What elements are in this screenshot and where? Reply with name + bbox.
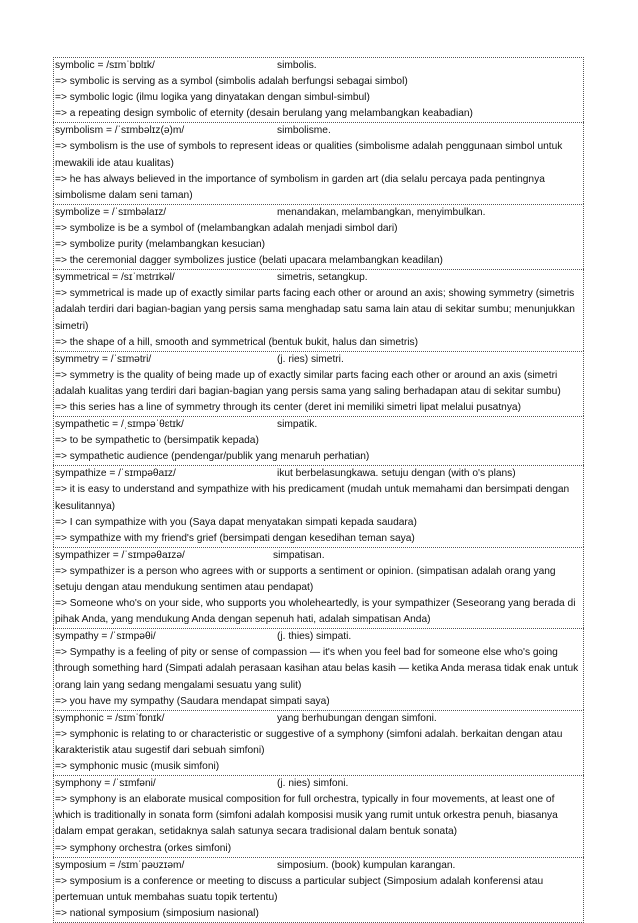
headword-pronunciation: symphonic = /sɪmˈfɒnɪk/: [55, 712, 165, 724]
dictionary-entry: [53, 775, 584, 856]
example-line: => symbolic logic (ilmu logika yang dinyatakan dengan simbul-simbul): [55, 92, 370, 104]
dictionary-entry: [53, 628, 584, 709]
entry-header: [55, 711, 581, 727]
entry-header: [55, 417, 581, 433]
entry-header: [55, 776, 581, 792]
headword-meaning: (j. ries) simetri.: [277, 353, 344, 365]
headword-pronunciation: symmetry = /ˈsɪmətri/: [55, 353, 152, 365]
entry-header: [55, 270, 581, 286]
example-line: => it is easy to understand and sympathize with his predicament (mudah untuk memahami dan bersimpati dengan kesulitannya): [55, 484, 570, 512]
entry-header: [55, 858, 581, 874]
example-line: => Someone who's on your side, who supports you wholeheartedly, is your sympathizer (Seseorang yang berada di pihak Anda, yang mendukung Anda dengan sepenuh hati, adalah simpatisan Anda): [55, 598, 576, 626]
example-line: => symbolize is be a symbol of (melambangkan adalah menjadi simbol dari): [55, 222, 398, 234]
dictionary-entry: [53, 351, 584, 416]
headword-pronunciation: sympathize = /ˈsɪmpəθaɪz/: [55, 468, 176, 480]
entry-header: [55, 123, 581, 139]
dictionary-entry: [53, 269, 584, 350]
headword-meaning: simpatisan.: [273, 549, 325, 561]
dictionary-entry: [53, 57, 584, 122]
dictionary-entry: [53, 204, 584, 269]
example-line: => symmetrical is made up of exactly similar parts facing each other or around an axis; showing symmetry (simetris adalah terdiri dari bagian-bagian yang persis sama menghadap satu sama lain atau di sekitar sumbu; menunjukkan simetri): [55, 288, 575, 332]
dictionary-entry: [53, 416, 584, 465]
headword-pronunciation: symbolize = /ˈsɪmbəlaɪz/: [55, 206, 167, 218]
headword-pronunciation: symposium = /sɪmˈpəʊzɪəm/: [55, 859, 185, 871]
example-line: => symbolize purity (melambangkan kesucian): [55, 239, 266, 251]
dictionary-entry: [53, 122, 584, 203]
headword-pronunciation: symbolism = /ˈsɪmbəlɪz(ə)m/: [55, 125, 185, 137]
example-line: => sympathetic audience (pendengar/publik yang menaruh perhatian): [55, 451, 370, 463]
example-line: => symmetry is the quality of being made up of exactly similar parts facing each other or around an axis (simetri adalah kualitas yang terdiri dari bagian-bagian yang persis sama yang saling berhadapan atau di sekitar sumbu): [55, 369, 561, 397]
headword-meaning: simbolis.: [277, 60, 317, 71]
headword-meaning: (j. nies) simfoni.: [277, 778, 349, 790]
dictionary-entry: [53, 547, 584, 628]
example-line: => the ceremonial dagger symbolizes justice (belati upacara melambangkan keadilan): [55, 255, 443, 267]
headword-meaning: ikut berbelasungkawa. setuju dengan (with o's plans): [277, 468, 516, 480]
entry-header: [55, 629, 581, 645]
dictionary-page: [53, 57, 584, 923]
headword-pronunciation: sympathizer = /ˈsɪmpəθaɪzə/: [55, 549, 185, 561]
example-line: => symbolism is the use of symbols to represent ideas or qualities (simbolisme adalah penggunaan simbol untuk mewakili ide atau kualitas): [55, 141, 563, 169]
example-line: => to be sympathetic to (bersimpatik kepada): [55, 435, 259, 447]
example-line: => symphonic music (musik simfoni): [55, 761, 220, 773]
headword-meaning: simpatik.: [277, 419, 318, 431]
example-line: => national symposium (simposium nasional): [55, 907, 259, 919]
headword-pronunciation: symmetrical = /sɪˈmɛtrɪkəl/: [55, 272, 175, 284]
headword-meaning: (j. thies) simpati.: [277, 631, 352, 643]
example-line: => Sympathy is a feeling of pity or sense of compassion — it's when you feel bad for someone else who's going through something hard (Simpati adalah perasaan kasihan atau belas kasih — ketika Anda merasa tidak enak untuk orang lain yang sedang mengalami sesuatu yang sulit): [55, 647, 579, 691]
headword-meaning: simbolisme.: [277, 125, 331, 137]
entry-header: [55, 352, 581, 368]
example-line: => he has always believed in the importance of symbolism in garden art (dia selalu percaya pada pentingnya simbolisme dalam seni taman): [55, 173, 545, 201]
headword-pronunciation: sympathy = /ˈsɪmpəθi/: [55, 631, 156, 643]
example-line: => symbolic is serving as a symbol (simbolis adalah berfungsi sebagai simbol): [55, 76, 408, 88]
headword-meaning: simetris, setangkup.: [277, 272, 368, 284]
example-line: => a repeating design symbolic of eternity (desain berulang yang melambangkan keabadian): [55, 108, 473, 120]
headword-meaning: simposium. (book) kumpulan karangan.: [277, 859, 456, 871]
dictionary-entry: [53, 465, 584, 546]
headword-meaning: menandakan, melambangkan, menyimbulkan.: [277, 206, 486, 218]
example-line: => sympathize with my friend's grief (bersimpati dengan kesedihan teman saya): [55, 532, 415, 544]
entry-header: [55, 58, 581, 74]
dictionary-entry: [53, 857, 584, 923]
example-line: => symphony is an elaborate musical composition for full orchestra, typically in four movements, at least one of which is traditionally in sonata form (simfoni adalah komposisi musik yang rumit untuk orkestra penuh, biasanya dalam empat gerakan, setidaknya salah satunya secara tradisional dalam bentuk sonata): [55, 794, 558, 838]
example-line: => you have my sympathy (Saudara mendapat simpati saya): [55, 695, 330, 707]
example-line: => symphony orchestra (orkes simfoni): [55, 842, 232, 854]
headword-meaning: yang berhubungan dengan simfoni.: [277, 712, 437, 724]
dictionary-entry: [53, 710, 584, 775]
example-line: => this series has a line of symmetry through its center (deret ini memiliki simetri lipat melalui pusatnya): [55, 401, 521, 413]
headword-pronunciation: sympathetic = /ˌsɪmpəˈθɛtɪk/: [55, 419, 184, 431]
headword-pronunciation: symphony = /ˈsɪmfəni/: [55, 778, 156, 790]
headword-pronunciation: symbolic = /sɪmˈbɒlɪk/: [55, 60, 155, 71]
example-line: => the shape of a hill, smooth and symmetrical (bentuk bukit, halus dan simetris): [55, 336, 418, 348]
example-line: => sympathizer is a person who agrees with or supports a sentiment or opinion. (simpatisan adalah orang yang setuju dengan atau mendukung sentimen atau pendapat): [55, 565, 556, 593]
entry-header: [55, 548, 581, 564]
entry-header: [55, 205, 581, 221]
entry-header: [55, 466, 581, 482]
example-line: => I can sympathize with you (Saya dapat menyatakan simpati kepada saudara): [55, 516, 417, 528]
example-line: => symphonic is relating to or characteristic or suggestive of a symphony (simfoni adalah. berkaitan dengan atau karakteristik atau sugestif dari sebuah simfoni): [55, 728, 563, 756]
example-line: => symposium is a conference or meeting to discuss a particular subject (Simposium adalah konferensi atau pertemuan untuk membahas suatu topik tertentu): [55, 875, 544, 903]
